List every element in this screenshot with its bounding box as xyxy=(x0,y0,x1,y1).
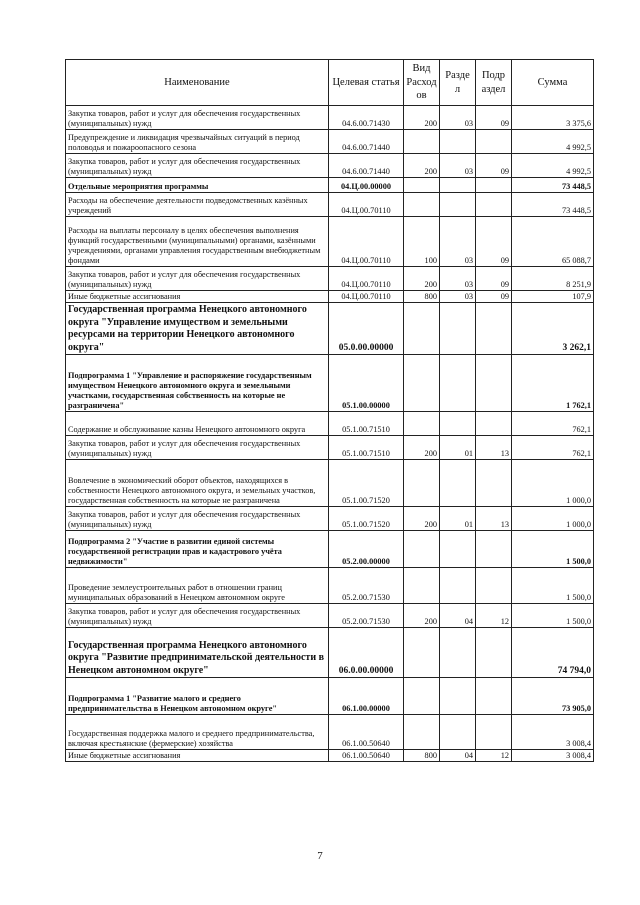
row-sum-cell: 4 992,5 xyxy=(512,154,594,178)
row-name-cell: Закупка товаров, работ и услуг для обеспечения государственных (муниципальных) нужд xyxy=(66,154,329,178)
row-sum-cell: 8 251,9 xyxy=(512,267,594,291)
row-name-cell: Отдельные мероприятия программы xyxy=(66,178,329,193)
row-subsection-cell: 12 xyxy=(476,750,512,762)
row-section-cell: 04 xyxy=(440,750,476,762)
header-name: Наименование xyxy=(66,60,329,106)
row-sum-cell: 73 905,0 xyxy=(512,678,594,715)
row-name-cell: Закупка товаров, работ и услуг для обеспечения государственных (муниципальных) нужд xyxy=(66,507,329,531)
row-subsection-cell: 09 xyxy=(476,267,512,291)
header-subsection: Подр аздел xyxy=(476,60,512,106)
table-row xyxy=(66,436,594,460)
table-row xyxy=(66,193,594,217)
row-sum-cell: 1 000,0 xyxy=(512,460,594,507)
row-section-cell xyxy=(440,412,476,436)
row-target-article-cell: 05.1.00.71510 xyxy=(329,412,404,436)
table-row xyxy=(66,568,594,604)
row-sum-cell: 74 794,0 xyxy=(512,628,594,678)
row-sum-cell: 762,1 xyxy=(512,436,594,460)
row-name-cell: Государственная программа Ненецкого автономного округа "Управление имуществом и земельными ресурсами на территории Ненецкого автономного округа" xyxy=(66,303,329,355)
row-section-cell xyxy=(440,355,476,412)
row-subsection-cell xyxy=(476,355,512,412)
row-name-cell: Предупреждение и ликвидация чрезвычайных ситуаций в период половодья и пожароопасного сезона xyxy=(66,130,329,154)
table-row xyxy=(66,291,594,303)
row-target-article-cell: 05.1.00.71520 xyxy=(329,460,404,507)
row-name-cell: Закупка товаров, работ и услуг для обеспечения государственных (муниципальных) нужд xyxy=(66,106,329,130)
row-expense-type-cell xyxy=(404,303,440,355)
row-target-article-cell: 05.1.00.71510 xyxy=(329,436,404,460)
row-target-article-cell: 05.1.00.71520 xyxy=(329,507,404,531)
row-name-cell: Расходы на обеспечение деятельности подведомственных казённых учреждений xyxy=(66,193,329,217)
row-name-cell: Закупка товаров, работ и услуг для обеспечения государственных (муниципальных) нужд xyxy=(66,604,329,628)
table-header-row xyxy=(66,60,594,106)
row-target-article-cell: 04.6.00.71440 xyxy=(329,130,404,154)
table-row xyxy=(66,267,594,291)
row-subsection-cell xyxy=(476,130,512,154)
row-expense-type-cell: 200 xyxy=(404,154,440,178)
row-target-article-cell: 04.Ц.00.00000 xyxy=(329,178,404,193)
table-row xyxy=(66,507,594,531)
row-section-cell: 03 xyxy=(440,291,476,303)
table-row xyxy=(66,531,594,568)
row-section-cell xyxy=(440,531,476,568)
header-target-article: Целевая статья xyxy=(329,60,404,106)
row-section-cell: 03 xyxy=(440,217,476,267)
row-section-cell: 01 xyxy=(440,436,476,460)
row-section-cell xyxy=(440,678,476,715)
row-section-cell xyxy=(440,303,476,355)
row-sum-cell: 4 992,5 xyxy=(512,130,594,154)
row-sum-cell: 3 262,1 xyxy=(512,303,594,355)
row-target-article-cell: 04.Ц.00.70110 xyxy=(329,193,404,217)
row-target-article-cell: 04.Ц.00.70110 xyxy=(329,217,404,267)
table-row xyxy=(66,750,594,762)
row-sum-cell: 107,9 xyxy=(512,291,594,303)
row-expense-type-cell: 200 xyxy=(404,604,440,628)
table-row xyxy=(66,154,594,178)
row-name-cell: Проведение землеустроительных работ в отношении границ муниципальных образований в Ненецком автономном округе xyxy=(66,568,329,604)
row-expense-type-cell xyxy=(404,628,440,678)
row-subsection-cell xyxy=(476,568,512,604)
row-expense-type-cell: 800 xyxy=(404,291,440,303)
table-row xyxy=(66,628,594,678)
row-name-cell: Подпрограмма 2 "Участие в развитии единой системы государственной регистрации прав и кадастрового учёта недвижимости" xyxy=(66,531,329,568)
row-section-cell: 03 xyxy=(440,267,476,291)
row-sum-cell: 3 008,4 xyxy=(512,715,594,750)
row-expense-type-cell xyxy=(404,568,440,604)
table-row xyxy=(66,460,594,507)
row-section-cell xyxy=(440,460,476,507)
row-subsection-cell xyxy=(476,178,512,193)
table-row xyxy=(66,303,594,355)
row-expense-type-cell: 800 xyxy=(404,750,440,762)
row-section-cell xyxy=(440,715,476,750)
row-expense-type-cell: 200 xyxy=(404,436,440,460)
row-subsection-cell: 13 xyxy=(476,507,512,531)
row-subsection-cell: 13 xyxy=(476,436,512,460)
header-sum: Сумма xyxy=(512,60,594,106)
row-section-cell xyxy=(440,193,476,217)
row-subsection-cell xyxy=(476,412,512,436)
row-subsection-cell xyxy=(476,460,512,507)
row-target-article-cell: 06.1.00.00000 xyxy=(329,678,404,715)
row-target-article-cell: 04.6.00.71430 xyxy=(329,106,404,130)
row-name-cell: Иные бюджетные ассигнования xyxy=(66,291,329,303)
row-subsection-cell xyxy=(476,678,512,715)
row-sum-cell: 73 448,5 xyxy=(512,193,594,217)
row-section-cell xyxy=(440,568,476,604)
row-target-article-cell: 04.Ц.00.70110 xyxy=(329,267,404,291)
row-expense-type-cell xyxy=(404,460,440,507)
row-subsection-cell xyxy=(476,628,512,678)
row-section-cell: 03 xyxy=(440,106,476,130)
table-row xyxy=(66,715,594,750)
row-expense-type-cell xyxy=(404,130,440,154)
row-expense-type-cell xyxy=(404,355,440,412)
row-expense-type-cell xyxy=(404,412,440,436)
row-expense-type-cell xyxy=(404,531,440,568)
row-section-cell: 04 xyxy=(440,604,476,628)
row-expense-type-cell: 200 xyxy=(404,267,440,291)
row-target-article-cell: 06.1.00.50640 xyxy=(329,715,404,750)
row-target-article-cell: 05.1.00.00000 xyxy=(329,355,404,412)
row-sum-cell: 762,1 xyxy=(512,412,594,436)
row-name-cell: Государственная программа Ненецкого автономного округа "Развитие предпринимательской деятельности в Ненецком автономном округе" xyxy=(66,628,329,678)
row-subsection-cell xyxy=(476,715,512,750)
table-row xyxy=(66,678,594,715)
table-body xyxy=(66,106,594,762)
row-target-article-cell: 06.1.00.50640 xyxy=(329,750,404,762)
row-subsection-cell: 12 xyxy=(476,604,512,628)
table-row xyxy=(66,412,594,436)
row-sum-cell: 1 500,0 xyxy=(512,531,594,568)
row-target-article-cell: 06.0.00.00000 xyxy=(329,628,404,678)
row-name-cell: Подпрограмма 1 "Управление и распоряжение государственным имуществом Ненецкого автономного округа и земельными участками, государственная собственность на которые не разграничена" xyxy=(66,355,329,412)
row-expense-type-cell xyxy=(404,678,440,715)
row-target-article-cell: 05.2.00.00000 xyxy=(329,531,404,568)
row-sum-cell: 3 375,6 xyxy=(512,106,594,130)
header-section: Разде л xyxy=(440,60,476,106)
row-section-cell xyxy=(440,130,476,154)
header-expense-type: Вид Расход ов xyxy=(404,60,440,106)
row-name-cell: Иные бюджетные ассигнования xyxy=(66,750,329,762)
row-target-article-cell: 05.0.00.00000 xyxy=(329,303,404,355)
row-subsection-cell: 09 xyxy=(476,106,512,130)
row-section-cell: 01 xyxy=(440,507,476,531)
row-target-article-cell: 05.2.00.71530 xyxy=(329,568,404,604)
row-expense-type-cell: 100 xyxy=(404,217,440,267)
row-section-cell: 03 xyxy=(440,154,476,178)
row-subsection-cell xyxy=(476,303,512,355)
row-subsection-cell: 09 xyxy=(476,217,512,267)
row-sum-cell: 1 000,0 xyxy=(512,507,594,531)
table-row xyxy=(66,217,594,267)
row-name-cell: Расходы на выплаты персоналу в целях обеспечения выполнения функций государственными (муниципальными) органами, казёнными учреждениями, органами управления государственным внебюджетным фондами xyxy=(66,217,329,267)
row-expense-type-cell xyxy=(404,178,440,193)
row-target-article-cell: 05.2.00.71530 xyxy=(329,604,404,628)
row-expense-type-cell: 200 xyxy=(404,507,440,531)
row-section-cell xyxy=(440,178,476,193)
row-sum-cell: 3 008,4 xyxy=(512,750,594,762)
table-row xyxy=(66,604,594,628)
row-name-cell: Закупка товаров, работ и услуг для обеспечения государственных (муниципальных) нужд xyxy=(66,267,329,291)
row-name-cell: Содержание и обслуживание казны Ненецкого автономного округа xyxy=(66,412,329,436)
row-expense-type-cell: 200 xyxy=(404,106,440,130)
row-subsection-cell xyxy=(476,531,512,568)
row-subsection-cell xyxy=(476,193,512,217)
table-row xyxy=(66,130,594,154)
row-name-cell: Государственная поддержка малого и среднего предпринимательства, включая крестьянские (фермерские) хозяйства xyxy=(66,715,329,750)
row-target-article-cell: 04.Ц.00.70110 xyxy=(329,291,404,303)
row-name-cell: Закупка товаров, работ и услуг для обеспечения государственных (муниципальных) нужд xyxy=(66,436,329,460)
row-sum-cell: 1 500,0 xyxy=(512,604,594,628)
row-sum-cell: 73 448,5 xyxy=(512,178,594,193)
row-name-cell: Вовлечение в экономический оборот объектов, находящихся в собственности Ненецкого автономного округа, и земельных участков, государственная собственность на которые не разграничена xyxy=(66,460,329,507)
row-sum-cell: 1 500,0 xyxy=(512,568,594,604)
row-target-article-cell: 04.6.00.71440 xyxy=(329,154,404,178)
budget-table xyxy=(65,59,594,762)
row-subsection-cell: 09 xyxy=(476,291,512,303)
row-section-cell xyxy=(440,628,476,678)
table-row xyxy=(66,106,594,130)
page-number: 7 xyxy=(317,850,323,862)
row-expense-type-cell xyxy=(404,193,440,217)
row-name-cell: Подпрограмма 1 "Развитие малого и среднего предпринимательства в Ненецком автономном округе" xyxy=(66,678,329,715)
row-sum-cell: 65 088,7 xyxy=(512,217,594,267)
row-sum-cell: 1 762,1 xyxy=(512,355,594,412)
row-subsection-cell: 09 xyxy=(476,154,512,178)
table-row xyxy=(66,178,594,193)
table-row xyxy=(66,355,594,412)
row-expense-type-cell xyxy=(404,715,440,750)
